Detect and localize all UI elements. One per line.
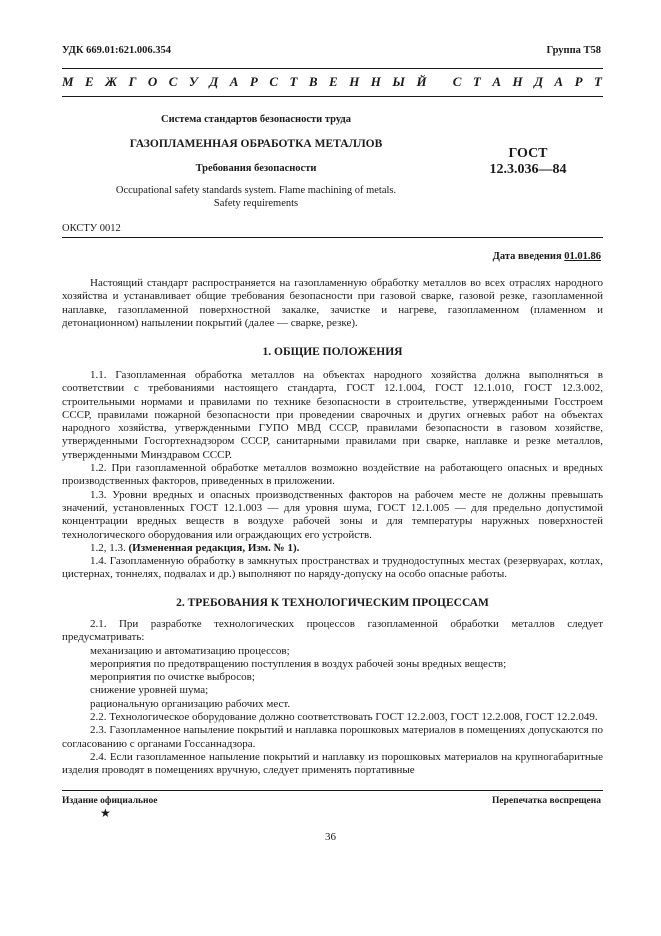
clause-1-2: 1.2. При газопламенной обработке металлов возможно воздействие на работающего опасных и вредных производственных факторов, приведенных в приложении. xyxy=(62,462,603,488)
clause-2-1: 2.1. При разработке технологических процессов газопламенной обработки металлов следует предусматривать: xyxy=(62,618,603,644)
banner-letter: Н xyxy=(370,74,381,89)
section-1-body xyxy=(62,369,603,582)
clause-2-4: 2.4. Если газопламенное напыление покрытий и наплавку из порошковых материалов на крупногабаритные изделия проводят в помещениях вручную, следует применять портативные xyxy=(62,750,603,777)
banner-letter: Р xyxy=(249,74,258,89)
clause-1-1: 1.1. Газопламенная обработка металлов на объектах народного хозяйства должна выполняться в соответствии с требованиями настоящего стандарта, ГОСТ 12.1.004, ГОСТ 12.1.010, ГОСТ 12.3.002, строительными нормами и правилами по технике безопасности в строительстве, утвержденными Госстроем СССР, правилами пожарной безопасности при проведении сварочных и других огневых работ на объектах народного хозяйства, утвержденными ГУПО МВД СССР, правилами безопасности в газовом хозяйстве, утвержденными Госгортехнадзором СССР, санитарными правилами при сварке, наплавке и резке металлов, утвержденными Минздравом СССР. xyxy=(62,369,603,461)
banner-rule xyxy=(62,96,603,97)
interstate-standard-banner xyxy=(62,74,602,90)
banner-letter: Й xyxy=(416,74,427,89)
amendment-prefix: 1.2, 1.3. xyxy=(90,541,126,554)
footer-rule xyxy=(62,790,603,791)
banner-letter: С xyxy=(168,74,178,89)
section-2-body xyxy=(62,618,603,778)
banner-letter: Е xyxy=(85,74,94,89)
english-title xyxy=(62,184,450,210)
banner-letter: Н xyxy=(349,74,360,89)
banner-letter: Т xyxy=(289,74,298,89)
banner-letter xyxy=(438,74,441,90)
effective-date-label: Дата введения xyxy=(492,251,562,262)
english-title-line-2: Safety requirements xyxy=(213,198,299,209)
list-item: снижение уровней шума; xyxy=(90,684,209,697)
clause-2-2: 2.2. Технологическое оборудование должно соответствовать ГОСТ 12.2.003, ГОСТ 12.2.008, ГОСТ 12.2.049. xyxy=(90,711,598,724)
banner-letter: Н xyxy=(512,74,523,89)
banner-letter: Ж xyxy=(105,74,118,89)
effective-date-value: 01.01.86 xyxy=(564,251,601,262)
gost-number: 12.3.036—84 xyxy=(489,162,567,177)
section-1-heading: 1. ОБЩИЕ ПОЛОЖЕНИЯ xyxy=(262,346,403,358)
page-number: 36 xyxy=(325,831,336,843)
list-item: мероприятия по очистке выбросов; xyxy=(90,671,255,684)
gost-label: ГОСТ xyxy=(508,146,548,161)
banner-letter: Ы xyxy=(392,74,405,89)
clause-2-3: 2.3. Газопламенное напыление покрытий и наплавка порошковых материалов в помещениях допускаются по согласованию с органами Госсаннадзора. xyxy=(62,724,603,750)
okstu-code: ОКСТУ 0012 xyxy=(62,223,121,234)
document-subtitle: Требования безопасности xyxy=(195,163,317,174)
intro-text: Настоящий стандарт распространяется на газопламенную обработку металлов во всех отраслях народного хозяйства и устанавливает общие требования безопасности при газовой сварке, газовой резке, газопламенной наплавке, газопламенной поверхностной закалке, зачистке и нагреве, газопламенном (пламенном и детонационном) напылении покрытий (далее — сварке, резке). xyxy=(62,277,603,329)
banner-letter: Е xyxy=(329,74,338,89)
amendment-text: (Измененная редакция, Изм. № 1). xyxy=(128,541,300,554)
amendment-note xyxy=(62,542,603,555)
reprint-prohibited-note: Перепечатка воспрещена xyxy=(491,796,601,806)
banner-letter: А xyxy=(554,74,564,89)
effective-date xyxy=(493,251,601,262)
banner-letter: С xyxy=(452,74,462,89)
banner-letter: В xyxy=(308,74,318,89)
banner-letter: Г xyxy=(128,74,137,89)
banner-letter: А xyxy=(492,74,501,89)
official-edition-note: Издание официальное xyxy=(62,796,158,806)
section-2-heading: 2. ТРЕБОВАНИЯ К ТЕХНОЛОГИЧЕСКИМ ПРОЦЕССАМ xyxy=(176,597,489,609)
intro-paragraph xyxy=(62,277,603,330)
top-rule xyxy=(62,68,603,69)
list-item: рациональную организацию рабочих мест. xyxy=(90,697,291,710)
banner-letter: У xyxy=(188,74,198,89)
banner-letter: Д xyxy=(534,74,543,89)
udk-code: УДК 669.01:621.006.354 xyxy=(62,45,171,56)
title-block-rule xyxy=(62,237,603,238)
clause-1-4: 1.4. Газопламенную обработку в замкнутых пространствах и труднодоступных местах (резервуарах, котлах, цистернах, тоннелях, подвалах и др.) выполняют по наряду-допуску на особо опасные работы. xyxy=(62,555,603,581)
banner-letter: Р xyxy=(574,74,583,89)
clause-1-3: 1.3. Уровни вредных и опасных производственных факторов на рабочем месте не должны превышать значений, установленных ГОСТ 12.1.003 — для уровня шума, ГОСТ 12.1.005 — для предельно допустимой концентрации вредных веществ в воздухе рабочей зоны и для температуры наружных поверхностей технологического оборудования или ограждающих его устройств. xyxy=(62,488,603,541)
banner-letter: Т xyxy=(593,74,602,89)
english-title-line-1: Occupational safety standards system. Flame machining of metals. xyxy=(115,185,397,196)
list-item: механизацию и автоматизацию процессов; xyxy=(90,644,290,657)
banner-letter: М xyxy=(62,74,74,89)
banner-letter: А xyxy=(229,74,239,89)
banner-letter: О xyxy=(147,74,158,89)
standards-series: Система стандартов безопасности труда xyxy=(161,114,351,125)
banner-letter: Д xyxy=(209,74,219,89)
banner-letter: С xyxy=(269,74,279,89)
group-code: Группа Т58 xyxy=(546,45,601,56)
banner-letter: Т xyxy=(472,74,481,89)
star-icon: ★ xyxy=(100,806,111,820)
list-item: мероприятия по предотвращению поступления в воздух рабочей зоны вредных веществ; xyxy=(90,657,507,670)
gost-designation xyxy=(468,146,588,178)
document-title: ГАЗОПЛАМЕННАЯ ОБРАБОТКА МЕТАЛЛОВ xyxy=(129,138,383,150)
